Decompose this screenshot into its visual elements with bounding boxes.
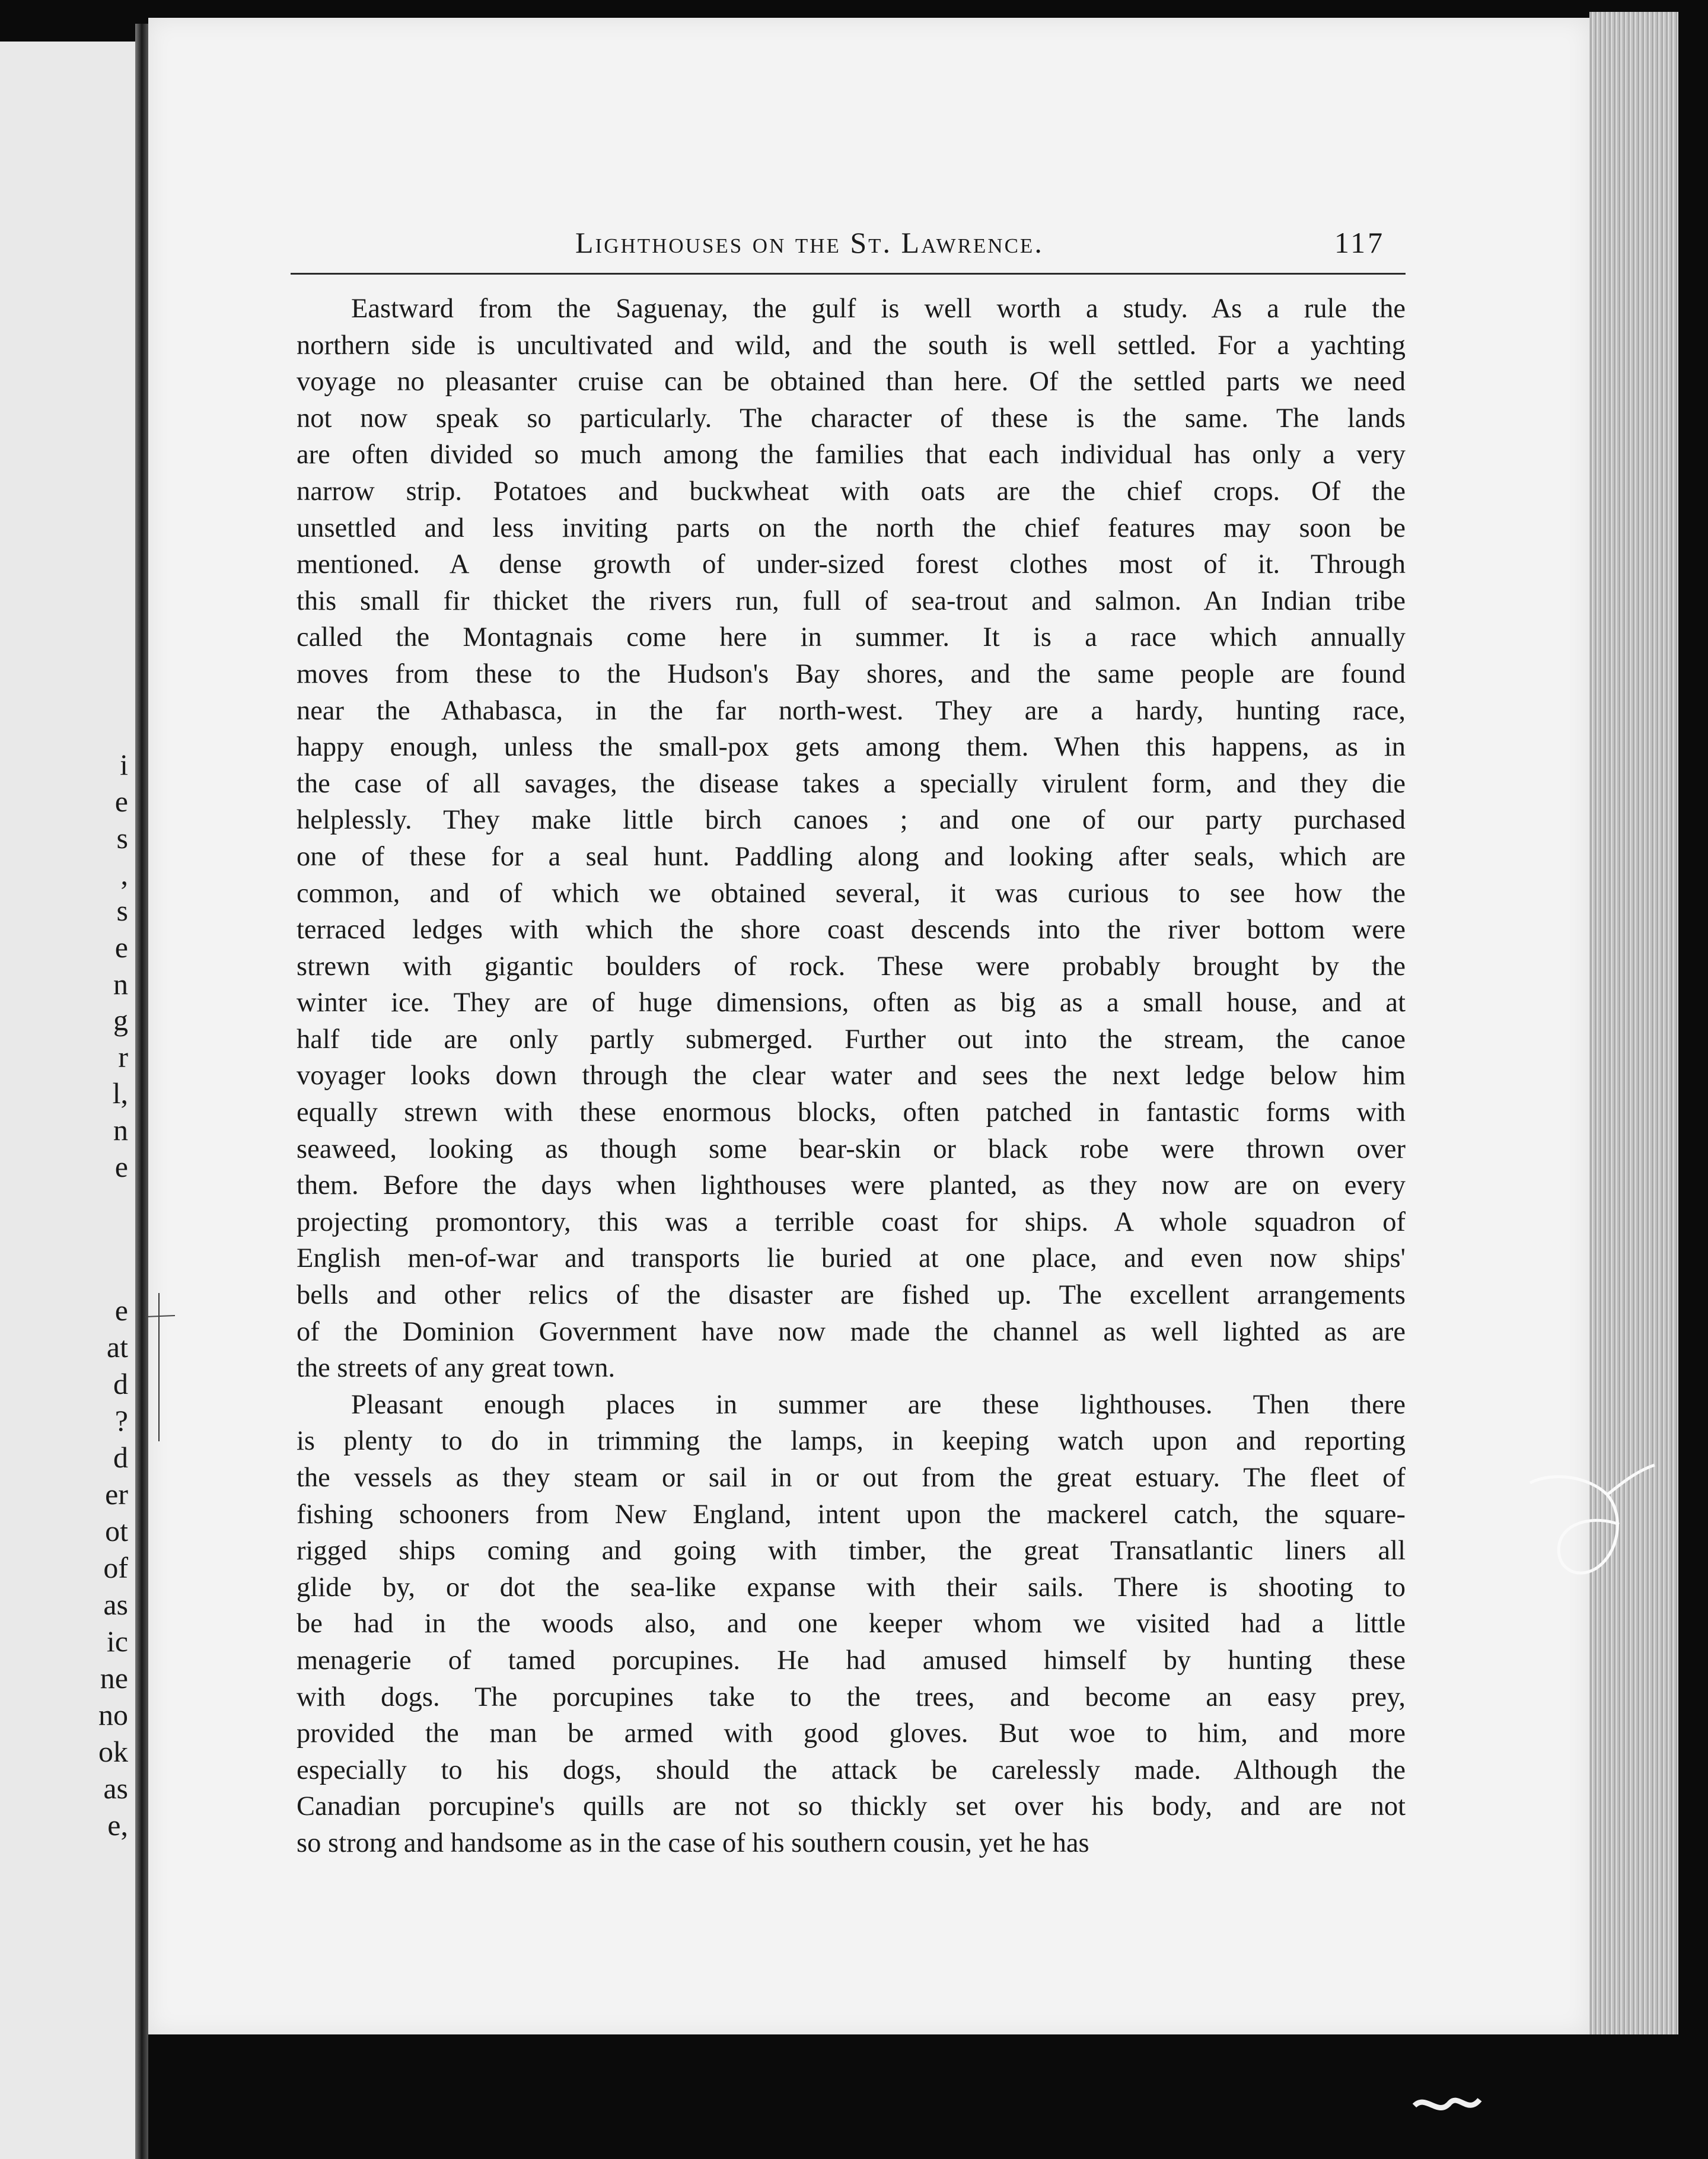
text-line: English men-of-war and transports lie buried at one place, and even now ships' [297,1243,1406,1274]
margin-pencil-mark [142,1293,178,1441]
facing-page-fragment: , [120,857,128,891]
text-line: the vessels as they steam or sail in or out from the great estuary. The fleet of [297,1463,1406,1493]
paragraph [297,291,1406,1387]
facing-page-text-fragments [0,42,135,2159]
text-line: fishing schooners from New England, intent upon the mackerel catch, the square- [297,1499,1406,1530]
text-line: of the Dominion Government have now made the channel as well lighted as are [297,1316,1406,1347]
text-line: with dogs. The porcupines take to the trees, and become an easy prey, [297,1682,1406,1712]
facing-page-fragment: i [120,748,128,781]
text-line: unsettled and less inviting parts on the north the chief features may soon be [297,512,1406,543]
text-line: this small fir thicket the rivers run, full of sea-trout and salmon. An Indian tribe [297,585,1406,616]
text-line: glide by, or dot the sea-like expanse with their sails. There is shooting to [297,1572,1406,1603]
facing-page-fragment: no [98,1698,128,1731]
text-line: bells and other relics of the disaster are fished up. The excellent arrangements [297,1280,1406,1311]
text-line: them. Before the days when lighthouses were planted, as they now are on every [297,1170,1406,1201]
text-line: Eastward from the Saguenay, the gulf is well worth a study. As a rule the [351,294,1406,324]
text-line: voyager looks down through the clear water and sees the next ledge below him [297,1061,1406,1091]
text-line: helplessly. They make little birch canoes ; and one of our party purchased [297,805,1406,836]
text-line: especially to his dogs, should the attack be carelessly made. Although the [297,1754,1406,1785]
facing-page-fragment: n [113,967,128,1001]
text-line: so strong and handsome as in the case of his southern cousin, yet he has [297,1827,1089,1858]
text-line: strewn with gigantic boulders of rock. These were probably brought by the [297,951,1406,982]
text-line: one of these for a seal hunt. Paddling along and looking after seals, which are [297,841,1406,872]
text-line: half tide are only partly submerged. Further out into the stream, the canoe [297,1024,1406,1055]
page-stack-edges [1589,12,1678,2034]
text-line: not now speak so particularly. The character of these is the same. The lands [297,403,1406,434]
facing-page-fragment: n [113,1113,128,1147]
facing-page-fragment: er [105,1477,128,1511]
facing-page-fragment: e [114,1149,128,1183]
handwritten-marginal-mark [1518,1459,1672,1584]
facing-page-fragment: l, [112,1077,128,1110]
text-line: moves from these to the Hudson's Bay shores, and the same people are found [297,658,1406,689]
text-line: happy enough, unless the small-pox gets among them. When this happens, as in [297,732,1406,763]
text-line: seaweed, looking as though some bear-skin or black robe were thrown over [297,1133,1406,1164]
facing-page-fragment: at [106,1330,128,1364]
facing-page-edge [0,42,135,2159]
facing-page-fragment: e [114,1294,128,1327]
facing-page-fragment: ic [106,1625,128,1658]
facing-page-fragment: s [116,821,128,855]
facing-page-fragment: r [118,1040,128,1074]
facing-page-fragment: ot [105,1514,128,1547]
text-line: is plenty to do in trimming the lamps, in keeping watch upon and reporting [297,1426,1406,1457]
text-line: voyage no pleasanter cruise can be obtained than here. Of the settled parts we need [297,367,1406,397]
text-line: be had in the woods also, and one keeper whom we visited had a little [297,1609,1406,1639]
text-line: are often divided so much among the families that each individual has only a very [297,440,1406,470]
facing-page-fragment: g [113,1004,128,1037]
text-line: Pleasant enough places in summer are these lighthouses. Then there [351,1389,1406,1420]
facing-page-fragment: ne [100,1661,128,1695]
facing-page-fragment: s [116,894,128,928]
header-rule [291,273,1406,275]
facing-page-fragment: e, [107,1808,128,1842]
text-line: winter ice. They are of huge dimensions, often as big as a small house, and at [297,988,1406,1018]
text-line: menagerie of tamed porcupines. He had amused himself by hunting these [297,1645,1406,1676]
facing-page-fragment: e [114,931,128,964]
facing-page-fragment: d [113,1441,128,1474]
text-line: the streets of any great town. [297,1353,616,1384]
text-line: the case of all savages, the disease takes a specially virulent form, and they die [297,768,1406,799]
scan-artifact [1411,2088,1483,2123]
facing-page-fragment: e [114,785,128,818]
facing-page-fragment: ok [98,1735,128,1768]
facing-page-fragment: as [103,1588,128,1621]
page-number: 117 [1334,226,1385,259]
text-line: rigged ships coming and going with timber, the great Transatlantic liners all [297,1536,1406,1566]
text-line: common, and of which we obtained several, it was curious to see how the [297,878,1406,909]
text-line: narrow strip. Potatoes and buckwheat with oats are the chief crops. Of the [297,476,1406,507]
text-line: northern side is uncultivated and wild, and the south is well settled. For a yachting [297,330,1406,361]
text-line: projecting promontory, this was a terrible coast for ships. A whole squadron of [297,1206,1406,1237]
text-line: provided the man be armed with good gloves. But woe to him, and more [297,1718,1406,1749]
text-line: terraced ledges with which the shore coast descends into the river bottom were [297,915,1406,945]
text-line: near the Athabasca, in the far north-west. They are a hardy, hunting race, [297,695,1406,726]
text-line: called the Montagnais come here in summer. It is a race which annually [297,622,1406,653]
text-line: equally strewn with these enormous blocks, often patched in fantastic forms with [297,1097,1406,1128]
facing-page-fragment: ? [114,1404,128,1437]
text-line: mentioned. A dense growth of under-sized forest clothes most of it. Through [297,549,1406,580]
facing-page-fragment: d [113,1367,128,1400]
facing-page-fragment: as [103,1772,128,1805]
book-gutter [135,24,148,2159]
paragraph [297,1387,1406,1862]
text-line: Canadian porcupine's quills are not so thickly set over his body, and are not [297,1791,1406,1822]
running-title: Lighthouses on the St. Lawrence. [575,226,1044,259]
body-text [297,291,1406,1862]
facing-page-fragment: of [103,1551,128,1584]
